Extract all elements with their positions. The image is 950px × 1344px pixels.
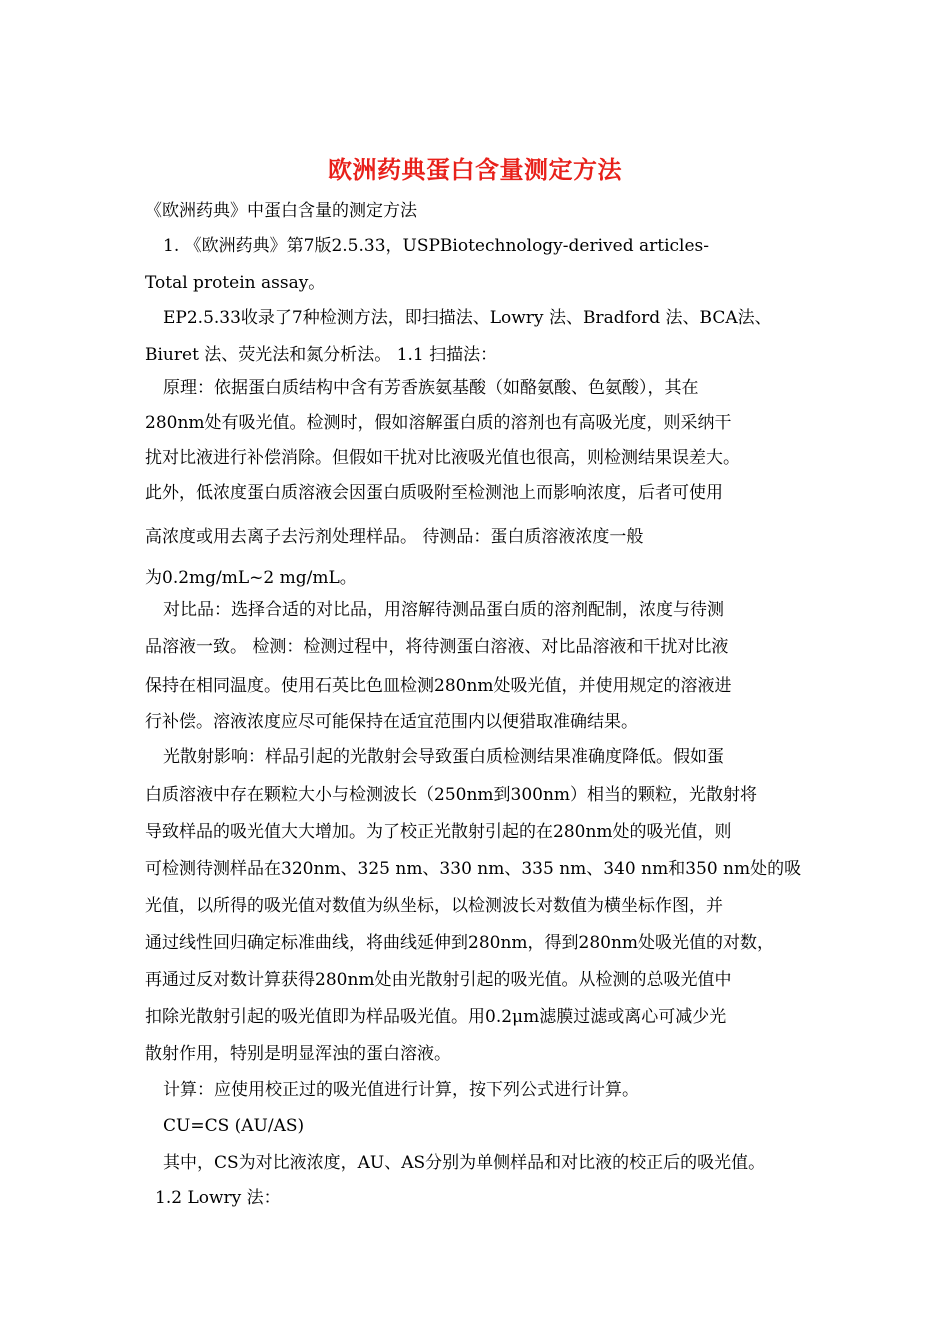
principle-line: 原理：依据蛋白质结构中含有芳香族氨基酸（如酪氨酸、色氨酸），其在: [163, 378, 699, 398]
principle-line: 此外，低浓度蛋白质溶液会因蛋白质吸附至检测池上而影响浓度，后者可使用: [145, 483, 723, 503]
scatter-line: 白质溶液中存在颗粒大小与检测波长（250nm到300nm）相当的颗粒，光散射将: [145, 785, 758, 805]
scatter-line: 光值，以所得的吸光值对数值为纵坐标，以检测波长对数值为横坐标作图，并: [145, 896, 723, 916]
subtitle: 《欧洲药典》中蛋白含量的测定方法: [145, 201, 417, 221]
item1-line2: Total protein assay。: [145, 273, 326, 293]
principle-line: 扰对比液进行补偿消除。但假如干扰对比液吸光值也很高，则检测结果误差大。: [145, 448, 740, 468]
scatter-line: 再通过反对数计算获得280nm处由光散射引起的吸光值。从检测的总吸光值中: [145, 970, 732, 990]
scatter-line: 光散射影响：样品引起的光散射会导致蛋白质检测结果准确度降低。假如蛋: [163, 747, 724, 767]
principle-line: 280nm处有吸光值。检测时，假如溶解蛋白质的溶剂也有高吸光度，则采纳干: [145, 413, 732, 433]
scatter-line: 导致样品的吸光值大大增加。为了校正光散射引起的在280nm处的吸光值，则: [145, 822, 732, 842]
section-heading: 1.2 Lowry 法：: [155, 1188, 281, 1208]
control-line: 对比品：选择合适的对比品，用溶解待测品蛋白质的溶剂配制，浓度与待测: [163, 600, 724, 620]
ep-line1: EP2.5.33收录了7种检测方法，即扫描法、Lowry 法、Bradford 法、BCA法、: [163, 308, 772, 328]
scatter-line: 散射作用，特别是明显浑浊的蛋白溶液。: [145, 1044, 451, 1064]
control-line: 行补偿。溶液浓度应尽可能保持在适宜范围内以便猎取准确结果。: [145, 712, 638, 732]
calc-text: 计算：应使用校正过的吸光值进行计算，按下列公式进行计算。: [163, 1080, 639, 1100]
scatter-line: 可检测待测样品在320nm、325 nm、330 nm、335 nm、340 nm和350 nm处的吸: [145, 859, 802, 879]
scatter-line: 扣除光散射引起的吸光值即为样品吸光值。用0.2μm滤膜过滤或离心可减少光: [145, 1007, 727, 1027]
where-text: 其中，CS为对比液浓度，AU、AS分别为单侧样品和对比液的校正后的吸光值。: [163, 1153, 766, 1173]
item1-line1: 1. 《欧洲药典》第7版2.5.33，USPBiotechnology-derived articles-: [163, 236, 710, 256]
scatter-line: 通过线性回归确定标准曲线，将曲线延伸到280nm，得到280nm处吸光值的对数，: [145, 933, 775, 953]
control-line: 保持在相同温度。使用石英比色皿检测280nm处吸光值，并使用规定的溶液进: [145, 676, 732, 696]
formula: CU=CS (AU/AS): [163, 1116, 305, 1136]
principle-line: 高浓度或用去离子去污剂处理样品。 待测品：蛋白质溶液浓度一般: [145, 527, 644, 547]
ep-line2: Biuret 法、荧光法和氮分析法。 1.1 扫描法：: [145, 345, 498, 365]
principle-line: 为0.2mg/mL~2 mg/mL。: [145, 568, 357, 588]
page-title: 欧洲药典蛋白含量测定方法: [328, 155, 622, 184]
control-line: 品溶液一致。 检测：检测过程中，将待测蛋白溶液、对比品溶液和干扰对比液: [145, 637, 729, 657]
